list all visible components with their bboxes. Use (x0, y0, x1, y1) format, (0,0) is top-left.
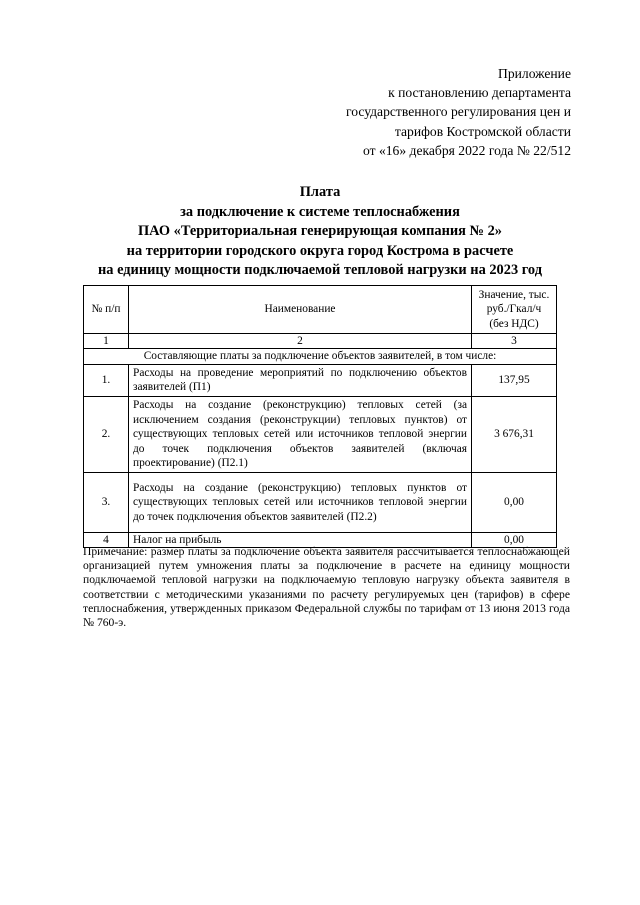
section-row (84, 349, 557, 364)
row-num: 3. (84, 472, 129, 532)
fee-table (83, 285, 557, 548)
table-header-row (84, 286, 557, 334)
appendix-line: Приложение (498, 66, 571, 81)
column-number-row (84, 334, 557, 349)
row-value: 137,95 (472, 364, 557, 396)
header-num: № п/п (84, 286, 129, 334)
header-name: Наименование (129, 286, 472, 334)
footnote: Примечание: размер платы за подключение объекта заявителя рассчитывается теплоснабжающей организацией путем умножения платы за подключение в расчете на единицу мощности подключаемой тепловой нагрузки на подключаемую тепловую нагрузку объекта заявителя в соответствии с методическими указаниями по расчету регулируемых цен (тарифов) в сфере теплоснабжения, утвержденных приказом Федеральной службы по тарифам от 13 июня 2013 года № 760-э. (83, 545, 570, 630)
title-line: на единицу мощности подключаемой тепловой нагрузки на 2023 год (98, 262, 542, 278)
table-row (84, 472, 557, 532)
row-num: 1. (84, 364, 129, 396)
row-num: 4 (84, 532, 129, 547)
document-title (60, 183, 580, 281)
appendix-line: тарифов Костромской области (394, 123, 571, 139)
title-line: на территории городского округа город Кострома в расчете (126, 242, 514, 259)
title-line: Плата (299, 184, 341, 200)
appendix-line: государственного регулирования цен и (345, 104, 571, 120)
row-value: 0,00 (472, 472, 557, 532)
row-value: 0,00 (472, 532, 557, 547)
appendix-line: от «16» декабря 2022 года № 22/512 (363, 142, 571, 158)
appendix-line: к постановлению департамента (388, 85, 571, 101)
section-label: Составляющие платы за подключение объектов заявителей, в том числе: (84, 349, 557, 364)
row-name: Расходы на создание (реконструкцию) тепловых сетей (за исключением создания (реконструкции) тепловых пунктов) от существующих тепловых сетей или источников тепловой энергии до точек подключения объектов заявителей (включая проектирование) (П2.1) (129, 396, 472, 472)
table-row (84, 364, 557, 396)
col-number: 3 (472, 334, 557, 349)
row-num: 2. (84, 396, 129, 472)
title-line: за подключение к системе теплоснабжения (180, 203, 460, 220)
appendix-block (271, 64, 571, 160)
row-name: Расходы на проведение мероприятий по подключению объектов заявителей (П1) (129, 364, 472, 396)
col-number: 1 (84, 334, 129, 349)
table-row (84, 396, 557, 472)
row-name: Налог на прибыль (129, 532, 472, 547)
title-line: ПАО «Территориальная генерирующая компания № 2» (137, 223, 502, 239)
row-value: 3 676,31 (472, 396, 557, 472)
row-name: Расходы на создание (реконструкцию) тепловых пунктов от существующих тепловых сетей или источников тепловой энергии до точек подключения объектов заявителей (П2.2) (129, 472, 472, 532)
header-value: Значение, тыс. руб./Гкал/ч (без НДС) (472, 286, 557, 334)
col-number: 2 (129, 334, 472, 349)
